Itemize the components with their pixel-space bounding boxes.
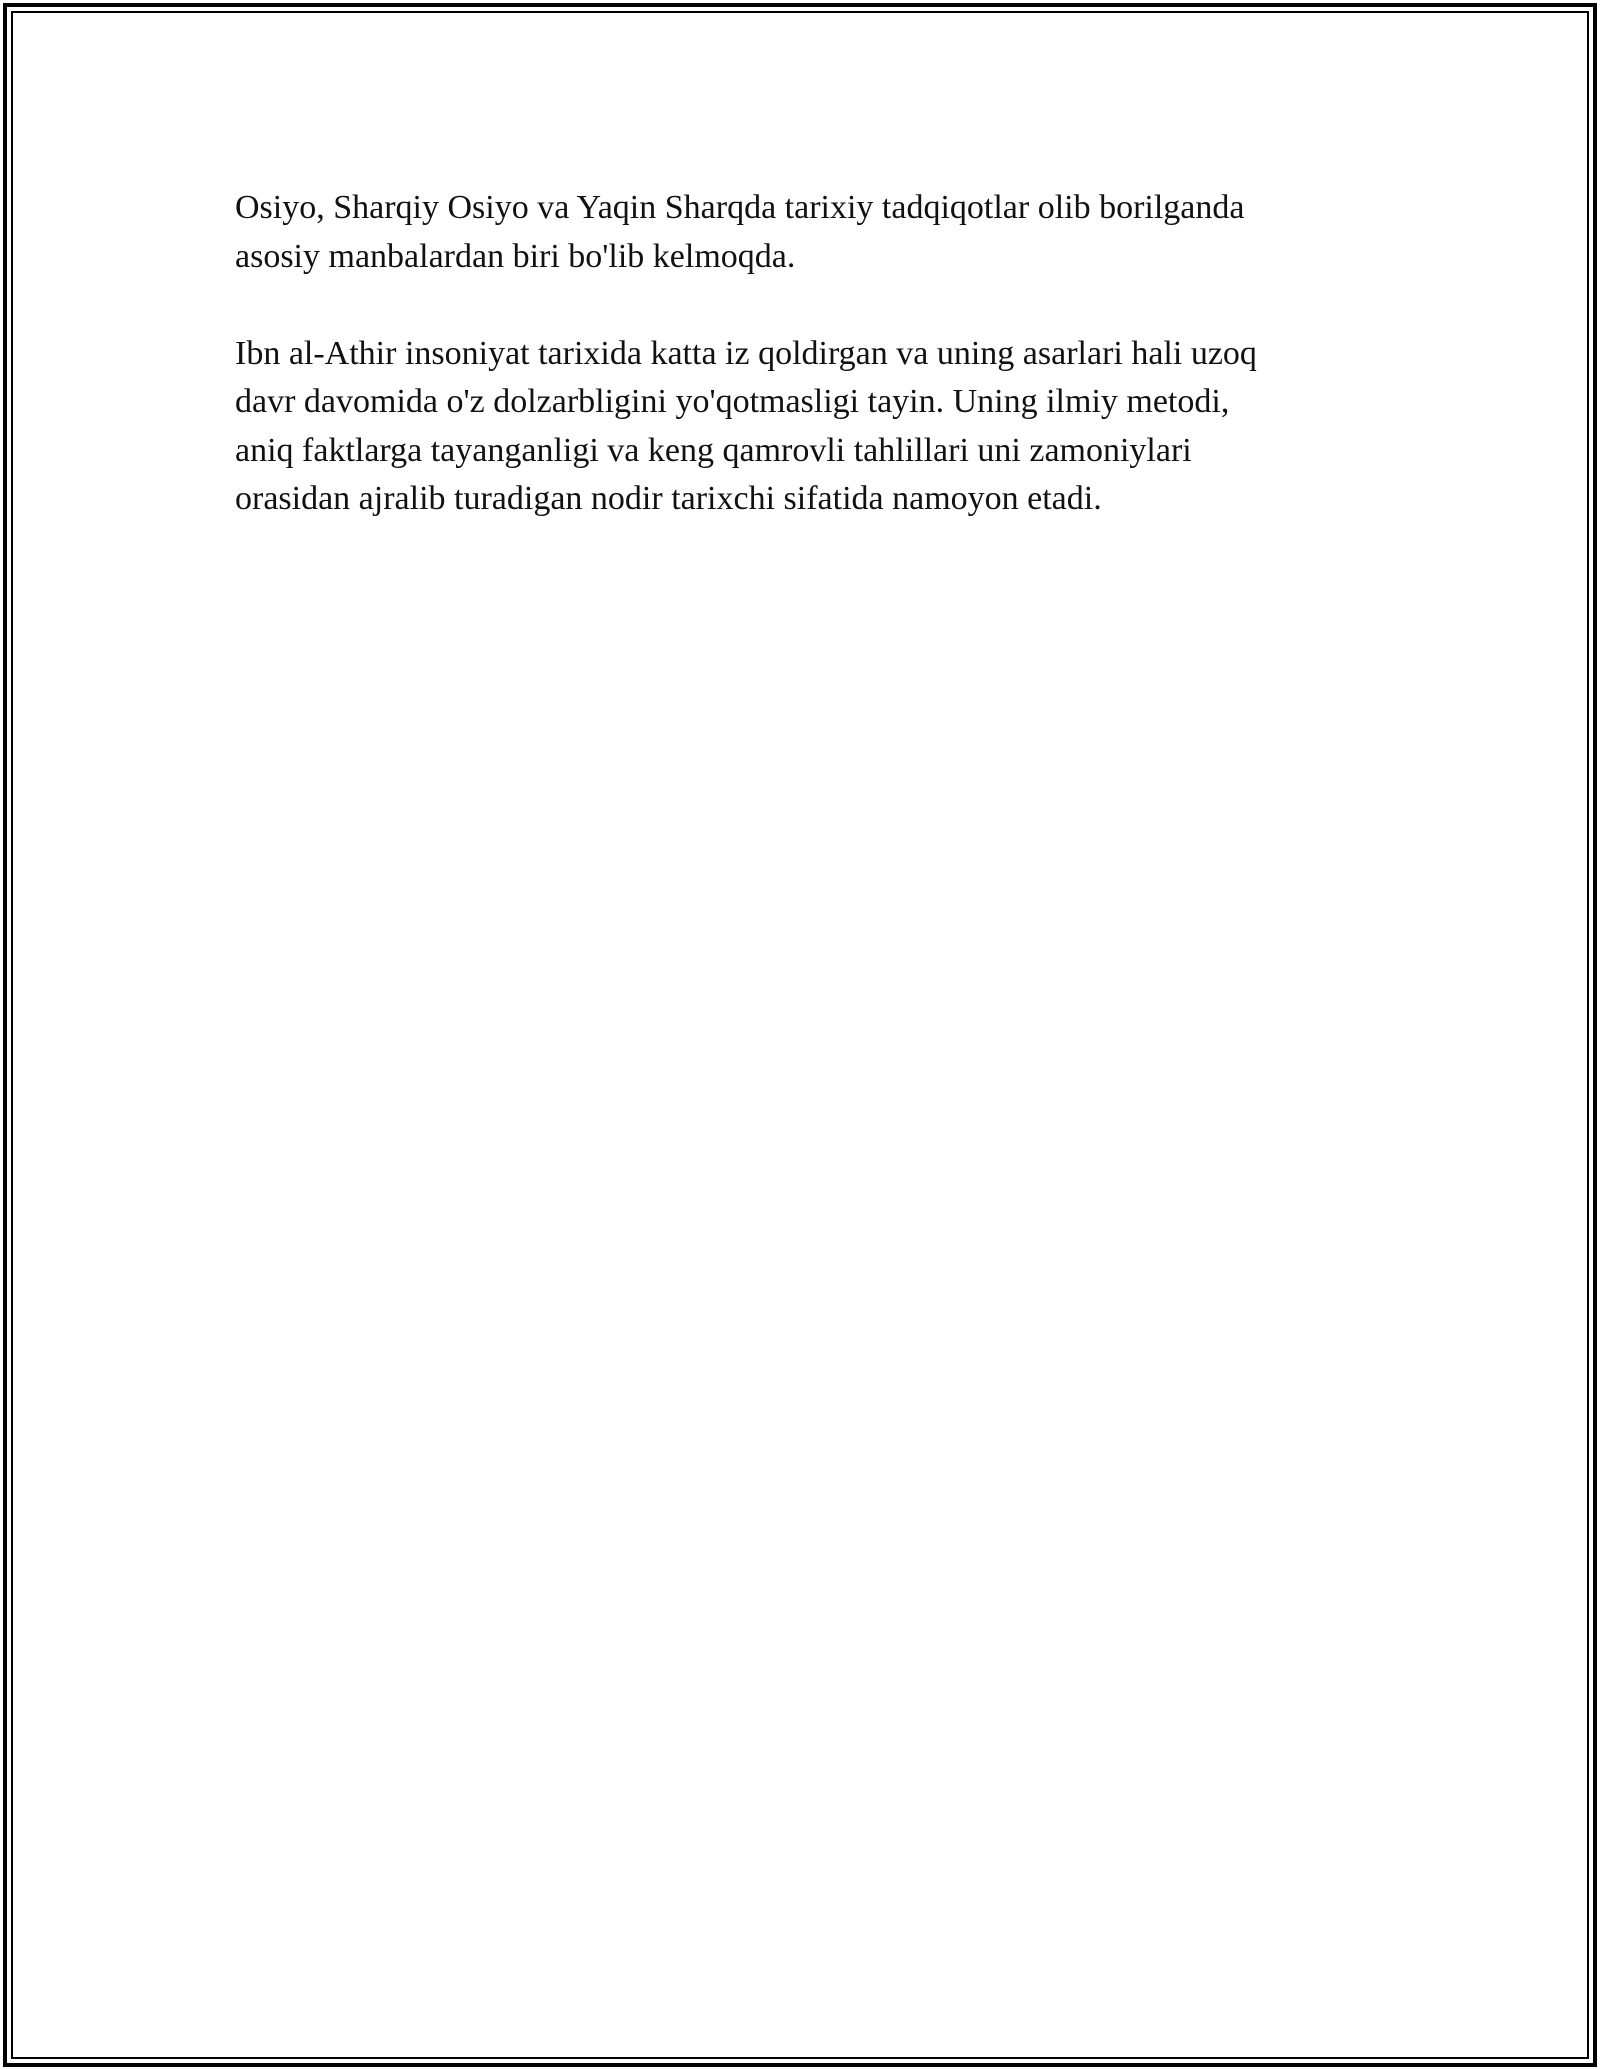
- paragraph-line: aniq faktlarga tayanganligi va keng qamrovli tahlillari uni zamoniylari: [235, 431, 1192, 469]
- paragraph-line: orasidan ajralib turadigan nodir tarixchi sifatida namoyon etadi.: [235, 480, 1102, 517]
- paragraph-line: asosiy manbalardan biri bo'lib kelmoqda.: [235, 237, 796, 275]
- document-body: [235, 184, 1375, 572]
- paragraph-line: Osiyo, Sharqiy Osiyo va Yaqin Sharqda tarixiy tadqiqotlar olib borilganda: [235, 189, 1245, 226]
- paragraph-1: [235, 184, 1375, 281]
- paragraph-line: davr davomida o'z dolzarbligini yo'qotmasligi tayin. Uning ilmiy metodi,: [235, 383, 1230, 420]
- paragraph-line: Ibn al-Athir insoniyat tarixida katta iz qoldirgan va uning asarlari hali uzoq: [235, 334, 1257, 372]
- paragraph-2: [235, 330, 1375, 524]
